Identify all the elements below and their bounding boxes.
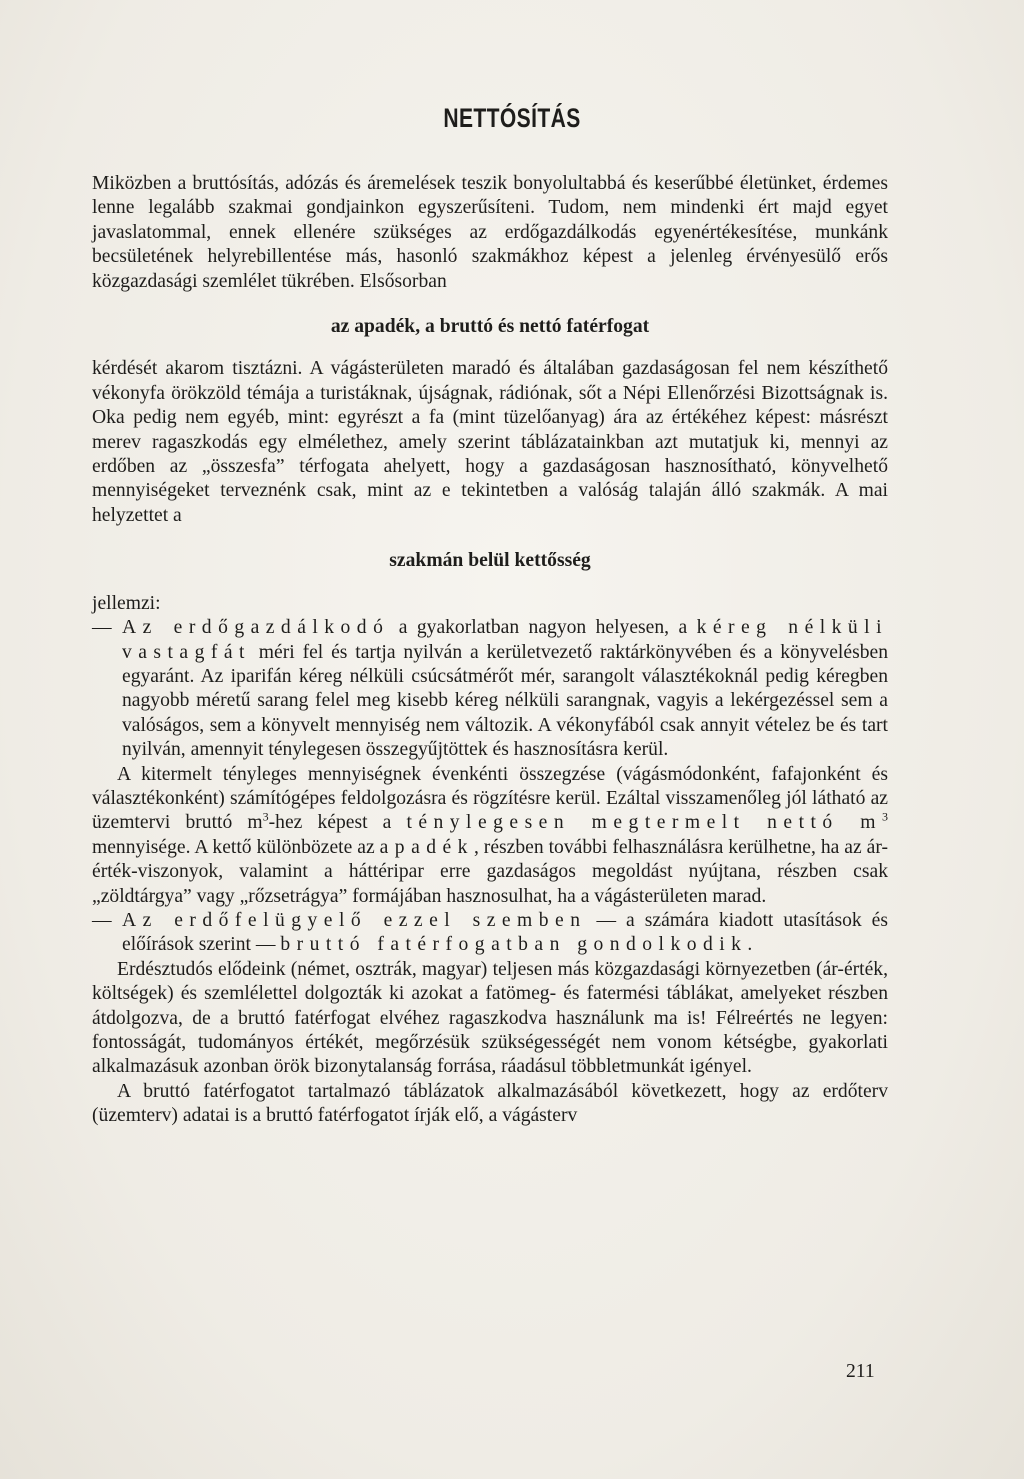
superscript: 3 xyxy=(262,809,269,824)
para-text: mennyisége. A kettő különbözete az xyxy=(92,836,380,858)
paragraph-2: kérdését akarom tisztázni. A vágásterületen maradó és általában gazdaságosan fel nem készíthető vékonyfa örökzöld témája a turistáknak, újságnak, rádiónak, sőt a Népi Ellenőrzési Bizottságnak is. Oka pedig nem egyéb, mint: egyrészt a fa (mint tüzelőanyag) ára az értékéhez képest: másrészt merev ragaszkodás egy elmélethez, amely szerint táblázatainkban azt mutatjuk ki, mennyi az erdőben az „összesfa” térfogata ahelyett, hogy a gazdaságosan hasznosítható, könyvelhető mennyiségeket terveznénk csak, mint az e tekintetben a valóság talaján álló szakmák. A mai helyzettet a xyxy=(92,358,888,526)
paragraph-5: Erdésztudós elődeink (német, osztrák, magyar) teljesen más közgazdasági környezetben (ár-érték, költségek) és szemlélettel dolgozták ki azokat a fatömeg- és fatermési táblákat, amelyeket részben átdolgozva, de a bruttó fatérfogat elvéhez ragaszkodva használunk ma is! Félreértés ne legyen: fontosságát, tudományos értékét, megőrzésük szükségességét nem vonom kétségbe, gyakorlati alkalmazásuk azonban örök bizonytalanság forrása, ráadásul többletmunkát igényel. xyxy=(92,958,888,1078)
spaced-term: bruttó fatérfogatban gondolkodik xyxy=(280,934,748,956)
dash-mark: — xyxy=(92,617,112,639)
dash-mark: — xyxy=(92,909,112,931)
paragraph-4 xyxy=(92,763,888,909)
subheading-kettosseg: szakmán belül kettősség xyxy=(389,550,591,572)
paragraph-6: A bruttó fatérfogatot tartalmazó táblázatok alkalmazásából következett, hogy az erdőterv (üzemterv) adatai is a bruttó fatérfogatot írják elő, a vágásterv xyxy=(92,1080,888,1127)
item-text: . xyxy=(747,934,753,956)
item-text: méri fel és tartja nyilván a kerületvezető raktárkönyvében és a könyvelésben egyaránt. Az iparifán kéreg nélküli csúcsátmérőt mér, sarangolt választékoknál pedig kéregben nagyobb méretű sarang felel meg kisebb kéreg nélküli sarangnak, vagyis a lekérgezéssel sem a valóságos, sem a könyvelt mennyiség nem változik. A vékonyfából csak annyit vételez be és tart nyilván, amennyit ténylegesen összegyűjtöttek és hasznosításra kerül. xyxy=(122,641,888,761)
para-text: , részben további felhasználásra kerülhetne, ha az ár-érték-viszonyok, valamint a háttéripar erre gazdaságos megoldást nyújtana, részben csak „zöldtárgya” vagy „rőzsetrágya” formájában hasznosulhat, ha a vágásterületen marad. xyxy=(92,836,888,907)
intro-paragraph: Miközben a bruttósítás, adózás és áremelések teszik bonyolultabbá és keserűbbé életünket, érdemes lenne legalább szakmai gondjainkon egyszerűsíteni. Tudom, nem mindenki ért majd egyet javaslatommal, ennek ellenére szükséges az erdőgazdálkodás egyenértékesítése, munkánk becsületének helyrebillentése más, hasonló szakmákhoz képest a jelenleg érvényesülő erős közgazdasági szemlélet tükrében. Elsősorban xyxy=(92,173,888,292)
spaced-term: apadék xyxy=(379,836,474,858)
item-text: a gyakorlatban nagyon helyesen, a xyxy=(389,617,697,639)
paragraph-3: jellemzi: xyxy=(92,592,161,614)
para-text: A kitermelt tényleges mennyiségnek évenkénti összegzése (vágásmódonként, fafajonként és választékonként) számítógépes feldolgozásra és rögzítésre kerül. Ezáltal visszamenőleg jól látható az üzemtervi bruttó m xyxy=(92,763,888,834)
superscript: 3 xyxy=(881,809,888,824)
dash-item-text xyxy=(122,909,888,958)
dash-item-text xyxy=(122,616,888,762)
dash-item-erdofelugyelo xyxy=(92,909,888,958)
spaced-term: Az erdőfelügyelő ezzel szemben xyxy=(122,909,587,931)
page-number: 211 xyxy=(846,1361,875,1382)
spaced-term: kéreg nélküli vastagfát xyxy=(122,617,888,663)
para-text: -hez képest a xyxy=(268,812,407,834)
subheading-apadek: az apadék, a bruttó és nettó fatérfogat xyxy=(330,316,650,338)
item-text: — a számára kiadott utasítások és előírások szerint — xyxy=(122,909,889,956)
article-body xyxy=(92,172,888,1129)
spaced-term: Az erdőgazdálkodó xyxy=(122,617,390,639)
spaced-term: ténylegesen megtermelt nettó m xyxy=(406,812,882,834)
page-title: NETTÓSÍTÁS xyxy=(443,103,581,133)
dash-item-erdogazdalkodo xyxy=(92,616,888,762)
